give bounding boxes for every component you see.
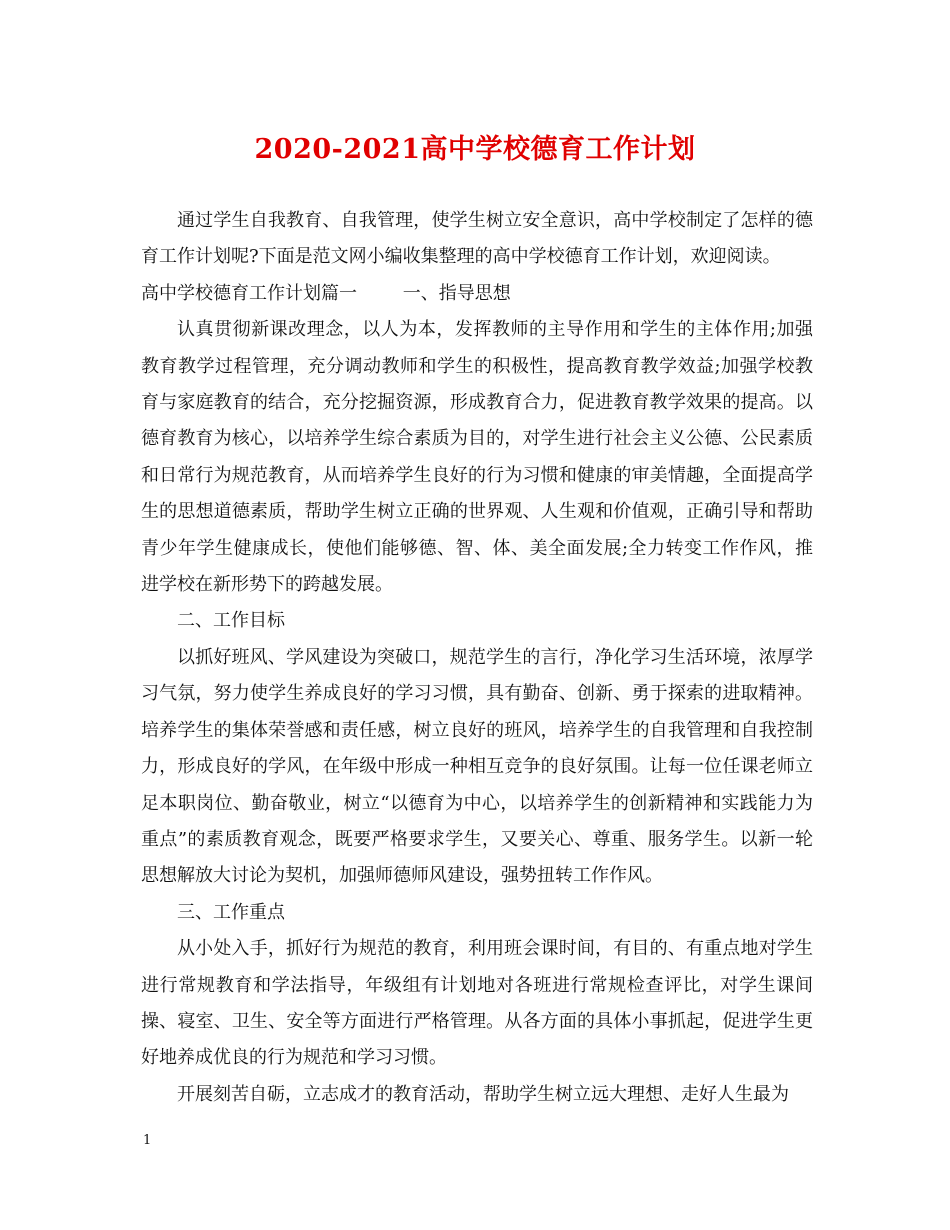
paragraph-plan-heading: 高中学校德育工作计划篇一 一、指导思想: [141, 282, 511, 304]
document-title: 2020-2021高中学校德育工作计划: [254, 134, 696, 165]
document-body: [141, 203, 813, 1113]
section-heading-work-goals: 二、工作目标: [177, 610, 285, 632]
page-number: 1: [143, 1133, 152, 1148]
paragraph-work-focus: 从小处入手，抓好行为规范的教育，利用班会课时间，有目的、有重点地对学生进行常规教育和学法指导，年级组有计划地对各班进行常规检查评比，对学生课间操、寝室、卫生、安全等方面进行严格管理。从各方面的具体小事抓起，促进学生更好地养成优良的行为规范和学习习惯。: [141, 938, 813, 1069]
paragraph-intro: 通过学生自我教育、自我管理，使学生树立安全意识，高中学校制定了怎样的德育工作计划呢?下面是范文网小编收集整理的高中学校德育工作计划，欢迎阅读。: [141, 210, 813, 268]
paragraph-work-goals: 以抓好班风、学风建设为突破口，规范学生的言行，净化学习生活环境，浓厚学习气氛，努力使学生养成良好的学习习惯，具有勤奋、创新、勇于探索的进取精神。培养学生的集体荣誉感和责任感，树立良好的班风，培养学生的自我管理和自我控制力，形成良好的学风，在年级中形成一种相互竞争的良好氛围。让每一位任课老师立足本职岗位、勤奋敬业，树立“以德育为中心，以培养学生的创新精神和实践能力为重点”的素质教育观念，既要严格要求学生，又要关心、尊重、服务学生。以新一轮思想解放大讨论为契机，加强师德师风建设，强势扭转工作作风。: [141, 646, 813, 887]
paragraph-activities: 开展刻苦自砺，立志成才的教育活动，帮助学生树立远大理想、走好人生最为: [177, 1083, 789, 1105]
section-heading-work-focus: 三、工作重点: [177, 901, 285, 923]
paragraph-guiding-thought: 认真贯彻新课改理念，以人为本，发挥教师的主导作用和学生的主体作用;加强教育教学过程管理，充分调动教师和学生的积极性，提高教育教学效益;加强学校教育与家庭教育的结合，充分挖掘资源，形成教育合力，促进教育教学效果的提高。以德育教育为核心，以培养学生综合素质为目的，对学生进行社会主义公德、公民素质和日常行为规范教育，从而培养学生良好的行为习惯和健康的审美情趣，全面提高学生的思想道德素质，帮助学生树立正确的世界观、人生观和价值观，正确引导和帮助青少年学生健康成长，使他们能够德、智、体、美全面发展;全力转变工作作风，推进学校在新形势下的跨越发展。: [141, 319, 813, 596]
